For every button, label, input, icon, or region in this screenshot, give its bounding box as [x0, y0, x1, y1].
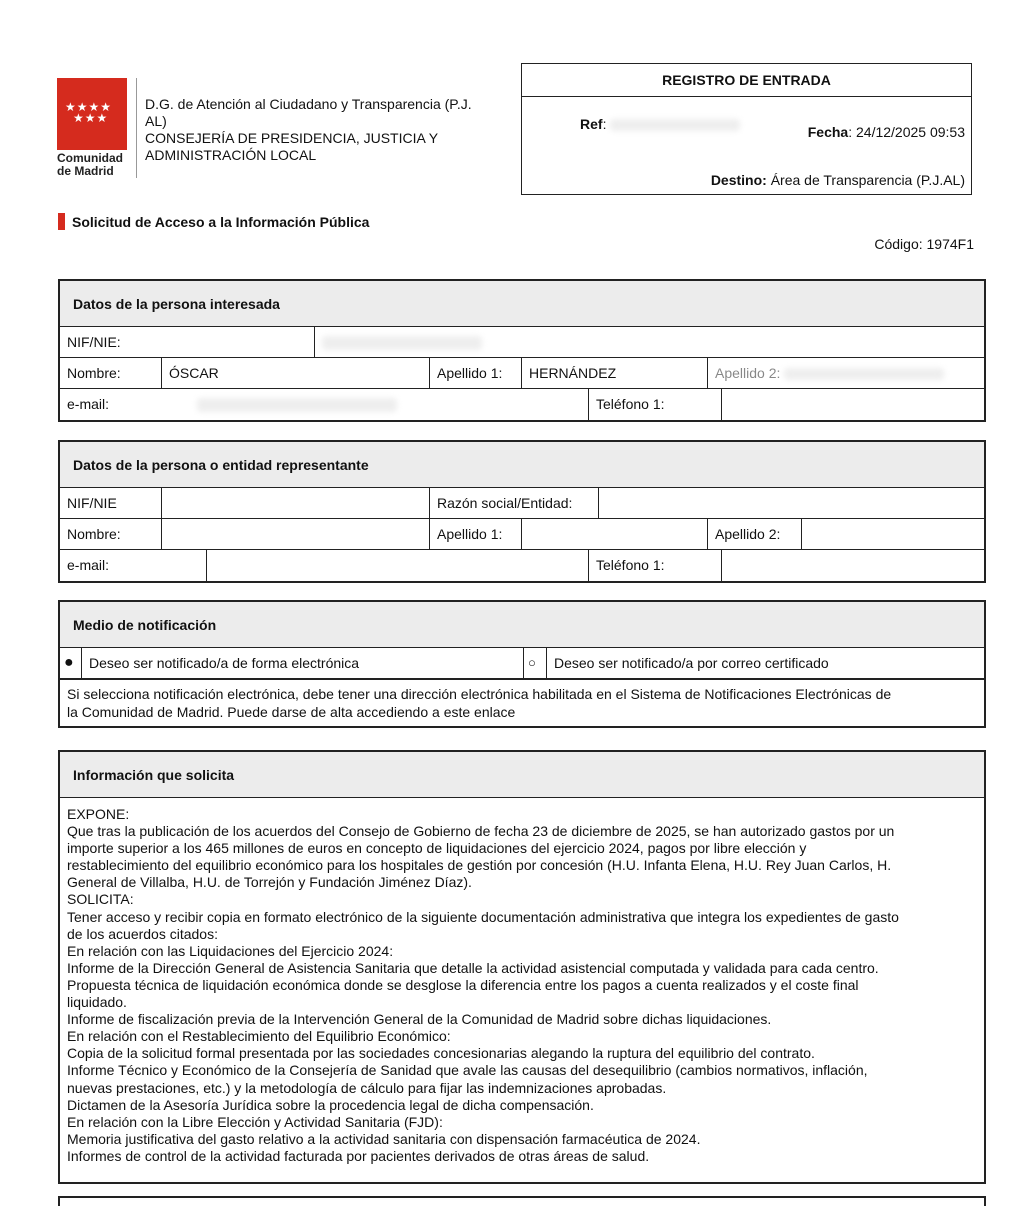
nombre-label: Nombre: — [60, 358, 162, 388]
email-label: e-mail: — [67, 396, 110, 412]
email-label: e-mail: — [60, 550, 207, 581]
apellido2-field[interactable] — [802, 519, 984, 549]
divider — [136, 78, 137, 178]
next-section — [58, 1196, 986, 1206]
logo-line: Comunidad — [57, 151, 123, 165]
nif-label: NIF/NIE — [60, 488, 162, 518]
text-line: Que tras la publicación de los acuerdos del Consejo de Gobierno de fecha 23 de diciembre de 2025, se han autorizado gastos por un — [67, 823, 895, 840]
nif-label: NIF/NIE: — [60, 327, 315, 357]
text-line: nuevas prestaciones, etc.) y la metodología de cálculo para fijar las indemnizaciones aprobadas. — [67, 1079, 667, 1096]
telefono-field[interactable] — [722, 550, 984, 581]
apellido1-field[interactable] — [522, 519, 708, 549]
comunidad-madrid-logo — [57, 78, 127, 150]
org-line: ADMINISTRACIÓN LOCAL — [145, 147, 317, 163]
star-icon: ★★★ — [73, 111, 109, 125]
destino-value: Área de Transparencia (P.J.AL) — [770, 172, 965, 188]
registro-box: REGISTRO DE ENTRADA Ref: Fecha: 24/12/2025 09:53 Destino: Área de Transparencia (P.J.AL) — [521, 63, 972, 195]
text-line: de los acuerdos citados: — [67, 925, 218, 942]
text-line: Tener acceso y recibir copia en formato electrónico de la siguiente documentación administrativa que integra los expedientes de gasto — [67, 908, 899, 925]
text-line: liquidado. — [67, 994, 127, 1011]
alta-link[interactable]: este enlace — [443, 704, 516, 720]
fecha-value: 24/12/2025 09:53 — [856, 124, 965, 140]
redacted-ref — [610, 119, 740, 131]
registro-title: REGISTRO DE ENTRADA — [522, 64, 971, 97]
fecha-label: Fecha — [807, 124, 849, 140]
telefono-label: Teléfono 1: — [589, 389, 722, 420]
text-line: Informe de la Dirección General de Asistencia Sanitaria que detalle la actividad asistencial computada y validada para cada centro. — [67, 959, 879, 976]
nombre-field[interactable]: ÓSCAR — [162, 358, 430, 388]
destino-label: Destino: — [710, 172, 767, 188]
option-electronica[interactable]: Deseo ser notificado/a de forma electrónica — [82, 648, 524, 678]
option-correo[interactable]: Deseo ser notificado/a por correo certificado — [554, 655, 829, 671]
email-field[interactable] — [190, 389, 589, 420]
note-line: Si selecciona notificación electrónica, debe tener una dirección electrónica habilitada en el Sistema de Notificaciones Electrónicas de — [67, 686, 892, 702]
page-title: Solicitud de Acceso a la Información Pública — [72, 214, 370, 230]
section-title: Información que solicita — [60, 752, 984, 798]
nif-field[interactable] — [315, 327, 984, 357]
text-line: EXPONE: — [67, 806, 130, 822]
text-line: Memoria justificativa del gasto relativo a la actividad sanitaria con dispensación farmacéutica de 2024. — [67, 1130, 701, 1147]
section-title: Datos de la persona interesada — [60, 281, 984, 327]
title-marker — [58, 213, 65, 230]
text-line: En relación con las Liquidaciones del Ejercicio 2024: — [67, 942, 394, 959]
section-notificacion — [58, 600, 986, 728]
text-line: Copia de la solicitud formal presentada por las sociedades concesionarias alegando la ruptura del equilibrio del contrato. — [67, 1045, 815, 1062]
text-line: Informe de fiscalización previa de la Intervención General de la Comunidad de Madrid sobre dichas liquidaciones. — [67, 1011, 772, 1028]
logo-line: de Madrid — [57, 164, 114, 178]
organization — [145, 96, 525, 164]
razon-field[interactable] — [599, 488, 984, 518]
text-line: General de Villalba, H.U. de Torrejón y Fundación Jiménez Díaz). — [67, 874, 472, 891]
radio-correo-icon[interactable]: ○ — [524, 648, 547, 678]
email-field[interactable] — [207, 550, 589, 581]
text-line: En relación con la Libre Elección y Actividad Sanitaria (FJD): — [67, 1113, 443, 1130]
apellido1-label: Apellido 1: — [430, 358, 522, 388]
radio-electronica-selected-icon[interactable]: ● — [60, 648, 82, 678]
apellido1-label: Apellido 1: — [430, 519, 522, 549]
star-icon: ★★★★ — [65, 100, 113, 114]
telefono-label: Teléfono 1: — [589, 550, 722, 581]
notificacion-note — [60, 679, 984, 726]
text-line: importe superior a los 465 millones de euros en concepto de liquidaciones del ejercicio 2024, pagos por libre elección y — [67, 840, 807, 857]
section-title: Datos de la persona o entidad representante — [60, 442, 984, 488]
razon-label: Razón social/Entidad: — [430, 488, 599, 518]
ref-label: Ref — [580, 116, 603, 132]
logo-text — [57, 152, 123, 178]
text-line: Propuesta técnica de liquidación económica donde se desglose la diferencia entre los pagos a cuenta realizados y el coste final — [67, 976, 859, 993]
org-line: CONSEJERÍA DE PRESIDENCIA, JUSTICIA Y — [145, 130, 439, 146]
apellido2-label: Apellido 2: — [715, 365, 781, 381]
org-line: D.G. de Atención al Ciudadano y Transparencia (P.J. — [145, 96, 472, 112]
text-line: Informe Técnico y Económico de la Consejería de Sanidad que avale las causas del desequilibrio (cambios normativos, inflación, — [67, 1062, 868, 1079]
note-line: la Comunidad de Madrid. Puede darse de alta accediendo a — [67, 704, 444, 720]
text-line: SOLICITA: — [67, 891, 134, 908]
text-line: Dictamen de la Asesoría Jurídica sobre la procedencia legal de dicha compensación. — [67, 1096, 594, 1113]
nombre-label: Nombre: — [60, 519, 162, 549]
text-line: restablecimiento del equilibrio económico para los hospitales de gestión por concesión (H.U. Infanta Elena, H.U. Rey Juan Carlos, H. — [67, 857, 892, 874]
telefono-field[interactable] — [722, 389, 984, 420]
apellido2-field[interactable] — [708, 358, 984, 388]
section-title: Medio de notificación — [60, 602, 984, 648]
apellido2-label: Apellido 2: — [708, 519, 802, 549]
section-interesada — [58, 279, 986, 422]
text-line: En relación con el Restablecimiento del Equilibrio Económico: — [67, 1028, 451, 1045]
codigo: Código: 1974F1 — [874, 236, 974, 252]
apellido1-field[interactable]: HERNÁNDEZ — [522, 358, 708, 388]
section-representante — [58, 440, 986, 583]
informacion-text — [60, 798, 984, 1173]
org-line: AL) — [145, 113, 167, 129]
nif-field[interactable] — [162, 488, 430, 518]
section-informacion — [58, 750, 986, 1184]
nombre-field[interactable] — [162, 519, 430, 549]
text-line: Informes de control de la actividad facturada por pacientes derivados de otras áreas de salud. — [67, 1147, 650, 1164]
